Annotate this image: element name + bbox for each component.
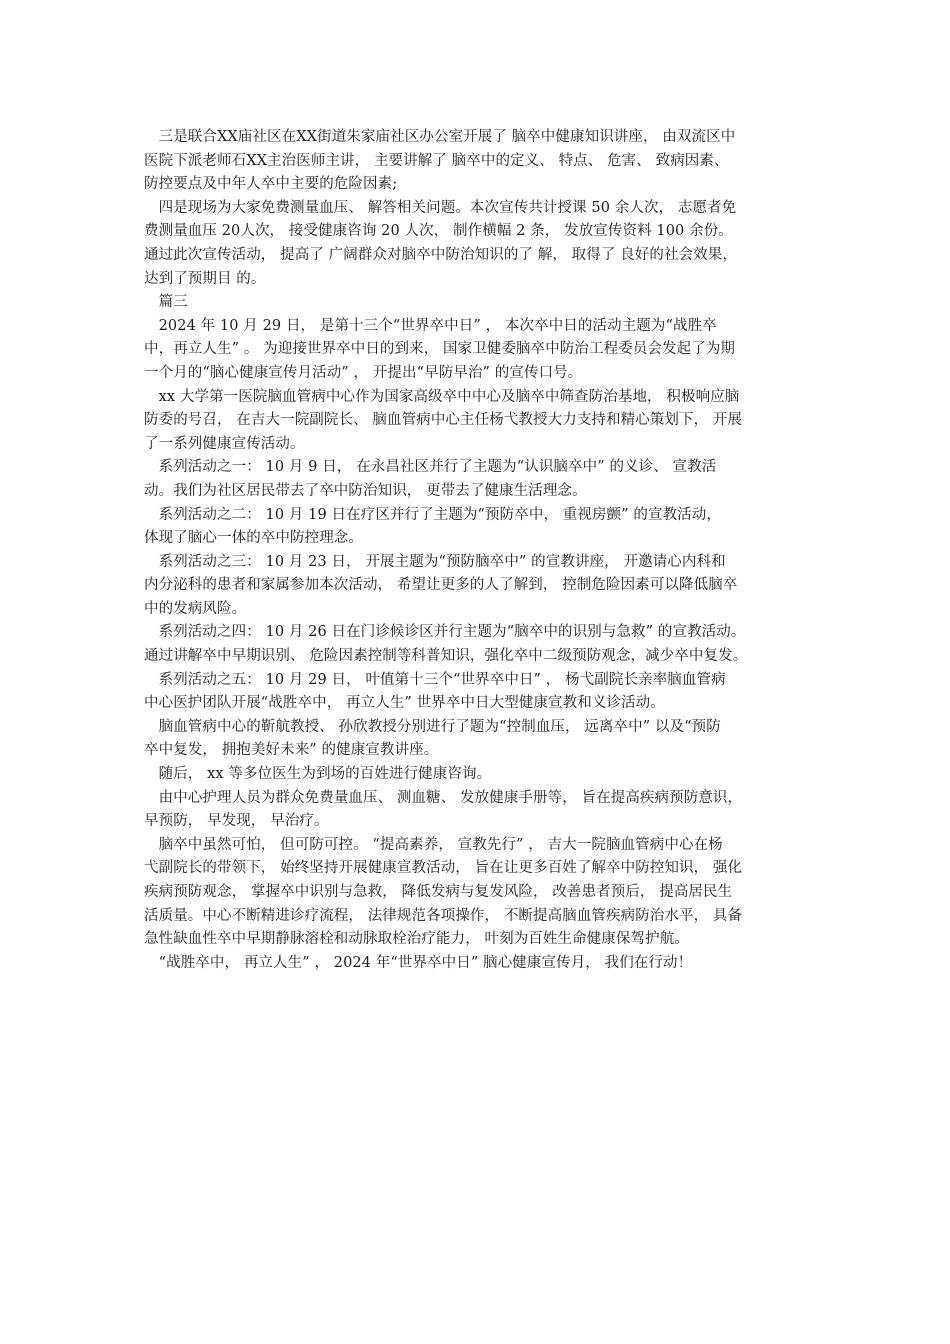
paragraph [144, 669, 824, 716]
text-line: 了一系列健康宣传活动。 [144, 435, 305, 452]
text-line: 内分泌科的患者和家属参加本次活动， 希望让更多的人了解到， 控制危险因素可以降低脑卒 [144, 577, 738, 594]
paragraph [144, 456, 824, 503]
text-line: 四是现场为大家免费测量血压、 解答相关问题。本次宣传共计授课 50 余人次， 志愿者免 [144, 199, 737, 216]
text-line: 脑血管病中心的靳航教授、 孙欣教授分别进行了题为“控制血压， 远离卒中” 以及“预防 [144, 718, 721, 735]
paragraph [144, 952, 824, 976]
text-line: 中心医护团队开展“战胜卒中， 再立人生” 世界卒中日大型健康宣教和义诊活动。 [144, 695, 665, 712]
text-line: “战胜卒中， 再立人生” ， 2024 年“世界卒中日” 脑心健康宣传月， 我们在行动！ [144, 954, 693, 971]
text-line: 体现了脑心一体的卒中防控理念。 [144, 530, 363, 547]
text-line: 急性缺血性卒中早期静脉溶栓和动脉取栓治疗能力， 叶刻为百姓生命健康保驾护航。 [144, 931, 689, 948]
text-line: 弋副院长的带领下， 始终坚持开展健康宣教活动， 旨在让更多百姓了解卒中防控知识， 强化 [144, 860, 743, 877]
paragraph [144, 787, 824, 834]
text-line: 中，再立人生” 。 为迎接世界卒中日的到来， 国家卫健委脑卒中防治工程委员会发起了为期 [144, 341, 736, 358]
text-line: 中的发病风险。 [144, 600, 247, 617]
text-line: 一个月的“脑心健康宣传月活动” ， 开提出“早防早治” 的宣传口号。 [144, 364, 583, 381]
text-line: 医院下派老师石XX主治医师主讲， 主要讲解了 脑卒中的定义、 特点、 危害、 致病因素、 [144, 152, 729, 169]
paragraph [144, 315, 824, 386]
paragraph [144, 621, 824, 668]
text-line: 疾病预防观念， 掌握卒中识别与急救， 降低发病与复发风险， 改善患者预后， 提高居民生 [144, 884, 733, 900]
paragraph [144, 386, 824, 457]
text-line: 系列活动之五： 10 月 29 日， 叶值第十三个“世界卒中日” ， 杨弋副院长亲率脑血管病 [144, 671, 726, 688]
text-line: 早预防， 早发现， 早治疗。 [144, 813, 329, 830]
text-line: xx 大学第一医院脑血管病中心作为国家高级卒中中心及脑卒中筛查防治基地， 积极响应脑 [144, 388, 740, 405]
document-body [144, 126, 824, 975]
text-line: 系列活动之四： 10 月 26 日在门诊候诊区并行主题为“脑卒中的识别与急救” 的宣教活动。 [144, 624, 746, 641]
paragraph [144, 197, 824, 291]
text-line: 卒中复发， 拥抱美好未来” 的健康宣教讲座。 [144, 742, 439, 759]
text-line: 篇三 [144, 294, 188, 311]
text-line: 通过讲解卒中早期识别、 危险因素控制等科普知识，强化卒中二级预防观念，减少卒中复发。 [144, 648, 748, 665]
text-line: 防控要点及中年人卒中主要的危险因素; [144, 176, 398, 193]
text-line: 三是联合XX庙社区在XX街道朱家庙社区办公室开展了 脑卒中健康知识讲座， 由双流区中 [144, 129, 736, 145]
paragraph [144, 126, 824, 197]
text-line: 脑卒中虽然可怕， 但可防可控。 “提高素养， 宣教先行” ， 吉大一院脑血管病中心在杨 [144, 836, 723, 853]
paragraph [144, 716, 824, 763]
text-line: 由中心护理人员为群众免费量血压、 测血糖、 发放健康手册等， 旨在提高疾病预防意识， [144, 789, 743, 806]
text-line: 防委的号召， 在吉大一院副院长、 脑血管病中心主任杨弋教授大力支持和精心策划下， 开展 [144, 412, 743, 429]
text-line: 2024 年 10 月 29 日， 是第十三个“世界卒中日” ， 本次卒中日的活动主题为“战胜卒 [144, 317, 717, 334]
text-line: 系列活动之二： 10 月 19 日在疗区并行了主题为“预防卒中， 重视房颤” 的宣教活动， [144, 506, 721, 523]
paragraph [144, 504, 824, 551]
text-line: 费测量血压 20人次， 接受健康咨询 20 人次， 制作横幅 2 条， 发放宣传资料 100 余份。 [144, 223, 733, 240]
text-line: 系列活动之三： 10 月 23 日， 开展主题为“预防脑卒中” 的宣教讲座， 开邀请心内科和 [144, 553, 726, 570]
paragraph [144, 763, 824, 787]
text-line: 随后， xx 等多位医生为到场的百姓进行健康咨询。 [144, 766, 492, 783]
text-line: 活质量。中心不断精进诊疗流程， 法律规范各项操作， 不断提高脑血管疾病防治水平， 具备 [144, 907, 743, 924]
text-line: 系列活动之一： 10 月 9 日， 在永昌社区并行了主题为“认识脑卒中” 的义诊、 宣教活 [144, 459, 717, 476]
paragraph [144, 291, 824, 315]
text-line: 达到了预期目 的。 [144, 270, 266, 287]
paragraph [144, 834, 824, 952]
text-line: 动。我们为社区居民带去了卒中防治知识， 更带去了健康生活理念。 [144, 482, 587, 499]
paragraph [144, 551, 824, 622]
text-line: 通过此次宣传活动， 提高了 广阔群众对脑卒中防治知识的了 解， 取得了 良好的社会效果， [144, 246, 737, 263]
